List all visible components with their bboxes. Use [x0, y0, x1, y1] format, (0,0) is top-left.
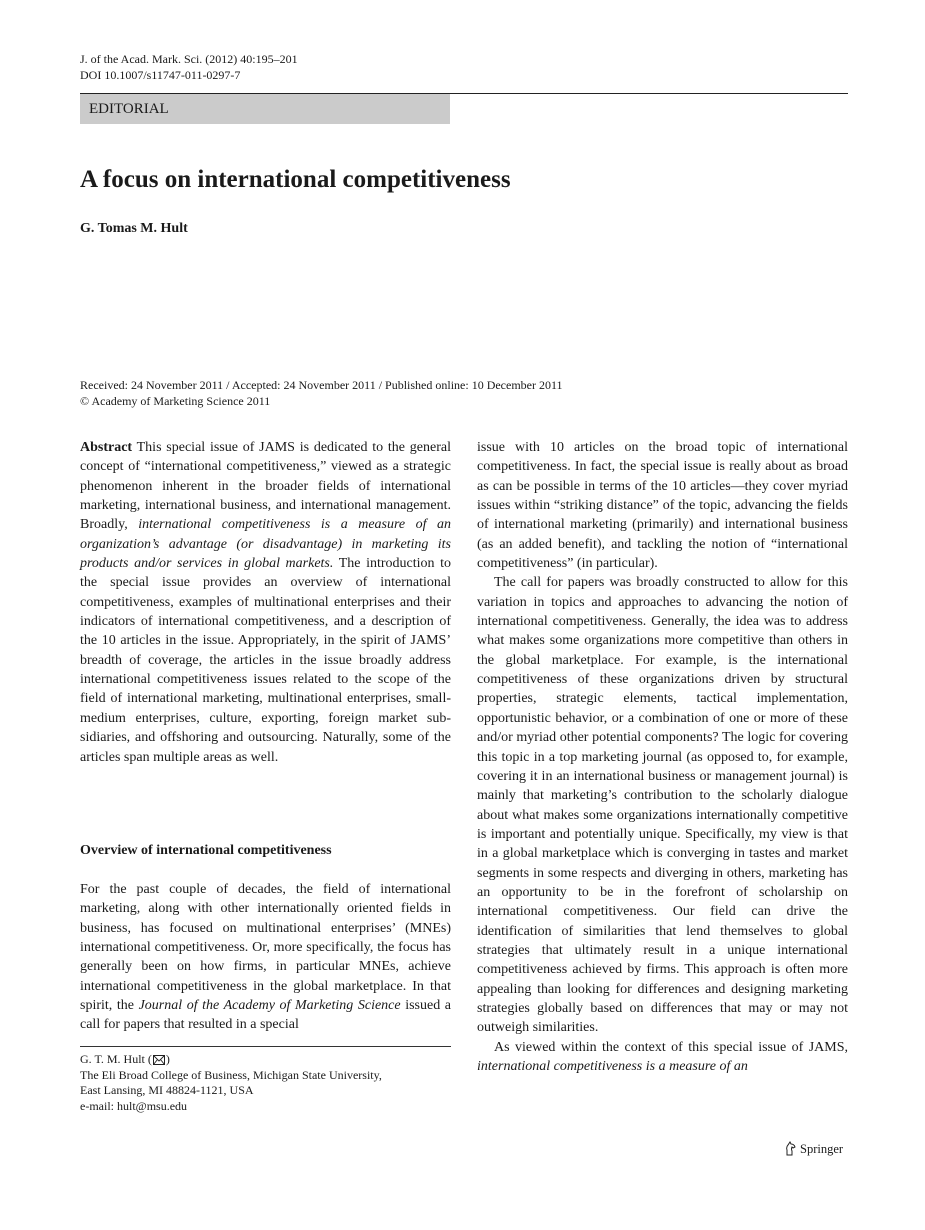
publication-dates: Received: 24 November 2011 / Accepted: 24 November 2011 / Published online: 10 December 2011 [80, 378, 563, 392]
footnote-rule [80, 1046, 451, 1047]
paragraph-3 [477, 1038, 848, 1077]
article-title: A focus on international competitiveness [80, 166, 511, 193]
footnote-name: G. T. M. Hult ( [80, 1052, 152, 1066]
footnote-name-close: ) [165, 1052, 170, 1066]
article-author: G. Tomas M. Hult [80, 221, 188, 236]
journal-line: J. of the Acad. Mark. Sci. (2012) 40:195–201 [80, 52, 298, 66]
paragraph-2: The call for papers was broadly constructed to allow for this variation in topics and approaches to advancing the notion of international competitiveness. Generally, the idea was to address what makes some organizations more competitive than others in the global marketplace. For example, is the international competitiveness of these organizations driven by structural properties, strategic elements, tactical implementation, opportunistic behavior, or a combination of one or more of these and/or myriad other potential components? The logic for covering this topic in a top marketing journal (as opposed to, for example, covering it in an international business or management journal) is mainly that marketing’s contribution to the scholarly dialogue about what makes some organizations internationally competitive is important and potentially unique. Specifically, my view is that in a global marketplace which is converging in tastes and market segments in some respects and diverging in others, marketing has an opportunity to be in the forefront of scholarship on international competitiveness. Our field can drive the identification of similarities that lend themselves to global strategies that ultimately result in a unique international competitiveness achieved by firms. This approach is often more appealing than looking for differences and designing marketing strategies globally based on differences that may or may not outweigh similarities. [477, 575, 848, 1036]
springer-horse-icon [784, 1141, 797, 1156]
journal-citation [80, 51, 298, 83]
overview-text-2: issued a call for papers that resulted in a special [80, 998, 451, 1033]
abstract-text-1: This special issue of JAMS is dedicated to the general concept of “international competitiveness,” viewed as a strategic phenomenon inherent in the broader fields of international marketing, international business, and international management. Broadly, [80, 440, 451, 533]
abstract [80, 438, 451, 767]
abstract-text-2: The introduction to the special issue provides an overview of international competitiveness, examples of multinational enterprises and their indicators of international competitiveness, and a description of the 10 articles in the issue. Appropriately, in the spirit of JAMS’ breadth of coverage, the articles in the issue broadly address international competitiveness issues related to the scope of the field of international marketing, multinational enterprises, small-medium enterprises, culture, exporting, foreign market subsidiaries, and offshoring and outsourcing. Naturally, some of the articles span multiple areas as well. [80, 556, 451, 765]
overview-body [80, 880, 451, 1035]
right-column-body [477, 438, 848, 1076]
footnote-email: e-mail: hult@msu.edu [80, 1098, 188, 1113]
doi-line: DOI 10.1007/s11747-011-0297-7 [80, 68, 241, 82]
paragraph-3-text: As viewed within the context of this special issue of JAMS, [494, 1039, 848, 1055]
footnote-address: East Lansing, MI 48824-1121, USA [80, 1083, 254, 1097]
footnote-affiliation: The Eli Broad College of Business, Michigan State University, [80, 1067, 382, 1082]
publisher-name: Springer [800, 1142, 844, 1156]
author-footnote [80, 1052, 382, 1114]
abstract-definition: international competitiveness is a measure of an organization’s advantage (or disadvantage) in marketing its products and/or services in global markets. [80, 517, 451, 572]
publisher-logo [784, 1141, 843, 1157]
article-history [80, 377, 563, 409]
overview-text-1: For the past couple of decades, the field of international marketing, along with other internationally oriented fields in business, has focused on multinational enterprises’ (MNEs) international competitiveness. Or, more specifically, the focus has generally been on how firms, in particular MNEs, achieve international competitiveness in the global marketplace. In that spirit, the [80, 882, 451, 1014]
section-heading-overview: Overview of international competitiveness [80, 843, 332, 858]
copyright-line: © Academy of Marketing Science 2011 [80, 394, 271, 408]
journal-name: Journal of the Academy of Marketing Science [138, 998, 401, 1014]
paragraph-1: issue with 10 articles on the broad topic of international competitiveness. In fact, the special issue is really about as broad as can be possible in terms of the 10 articles—they cover myriad issues within “striking distance” of the topic, advancing the fields of international marketing (primarily) and international business (as an added benefit), and tackling the notion of “international competitiveness” (in particular). [477, 440, 848, 572]
envelope-icon [153, 1055, 165, 1065]
section-label: EDITORIAL [80, 94, 450, 124]
abstract-label: Abstract [80, 440, 133, 455]
paragraph-3-italic: international competitiveness is a measure of an [477, 1059, 748, 1074]
